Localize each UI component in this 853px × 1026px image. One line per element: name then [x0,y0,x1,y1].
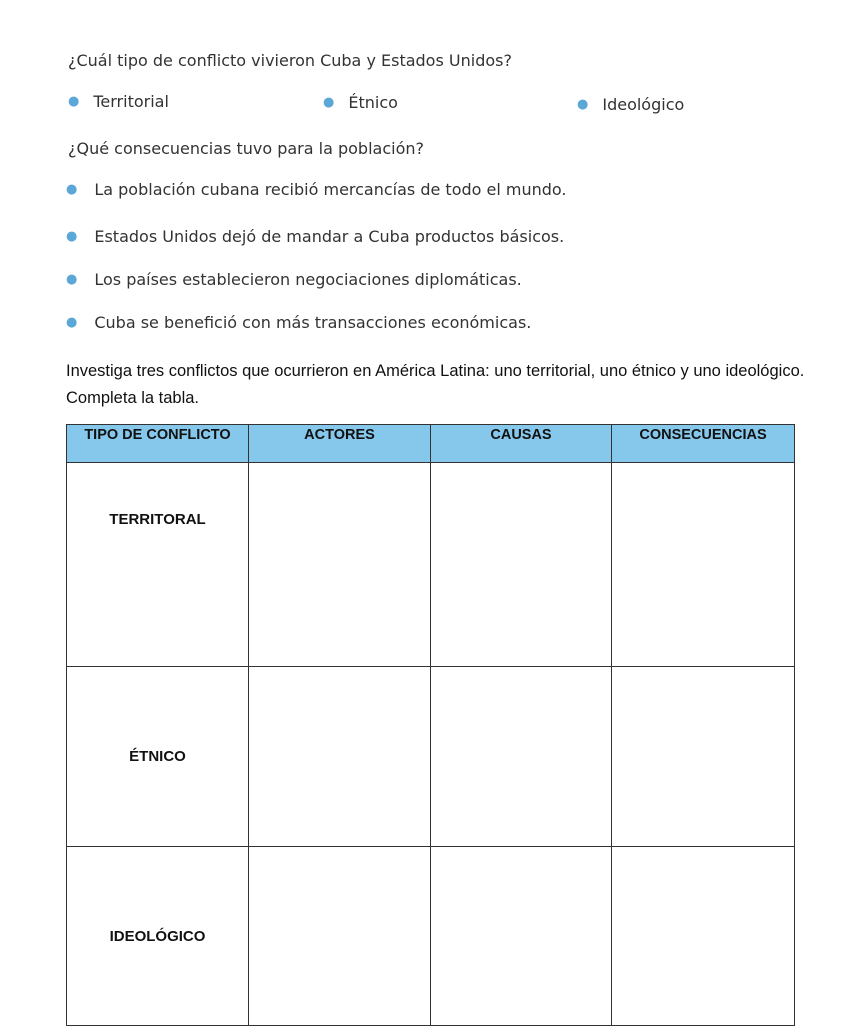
cell-actores[interactable] [249,847,431,1026]
table-row [67,667,795,847]
option-label: La población cubana recibió mercancías de todo el mundo. [94,180,567,199]
instructions: Investiga tres conflictos que ocurrieron en América Latina: uno territorial, uno étnico y uno ideológico. Completa la tabla. [66,362,805,407]
cell-causas[interactable] [431,847,612,1026]
bullet-icon: ● [66,182,78,197]
bullet-icon: ● [323,95,335,110]
cell-consecuencias[interactable] [612,847,795,1026]
consequence-option-4[interactable] [66,313,531,332]
table-header-row [67,425,795,463]
table-row [67,847,795,1026]
bullet-icon: ● [577,97,589,112]
cell-actores[interactable] [249,667,431,847]
option-label: Territorial [93,92,169,111]
consequence-option-3[interactable] [66,270,522,289]
option-label: Los países establecieron negociaciones diplomáticas. [94,270,522,289]
consequence-option-2[interactable] [66,227,564,246]
option-label: Ideológico [602,95,685,114]
cell-causas[interactable] [431,667,612,847]
cell-consecuencias[interactable] [612,667,795,847]
bullet-icon: ● [66,272,78,287]
option-label: Cuba se benefició con más transacciones económicas. [94,313,532,332]
bullet-icon: ● [68,94,80,109]
cell-causas[interactable] [431,463,612,667]
option-label: Estados Unidos dejó de mandar a Cuba productos básicos. [94,227,565,246]
conflict-table [66,424,795,1026]
question-2: ¿Qué consecuencias tuvo para la población? [68,139,424,158]
option-territorial[interactable] [68,92,169,111]
bullet-icon: ● [66,315,78,330]
option-label: Étnico [348,93,398,112]
row-label-etnico: ÉTNICO [67,667,249,847]
row-label-ideologico: IDEOLÓGICO [67,847,249,1026]
cell-consecuencias[interactable] [612,463,795,667]
header-causas: CAUSAS [431,425,612,463]
header-tipo-de-conflicto: TIPO DE CONFLICTO [67,425,249,463]
consequence-option-1[interactable] [66,180,567,199]
option-ideologico[interactable] [577,95,684,114]
header-consecuencias: CONSECUENCIAS [612,425,795,463]
cell-actores[interactable] [249,463,431,667]
header-actores: ACTORES [249,425,431,463]
table-row [67,463,795,667]
bullet-icon: ● [66,229,78,244]
row-label-territorial: TERRITORAL [67,463,249,667]
question-1: ¿Cuál tipo de conflicto vivieron Cuba y Estados Unidos? [68,51,512,70]
option-etnico[interactable] [323,93,398,112]
